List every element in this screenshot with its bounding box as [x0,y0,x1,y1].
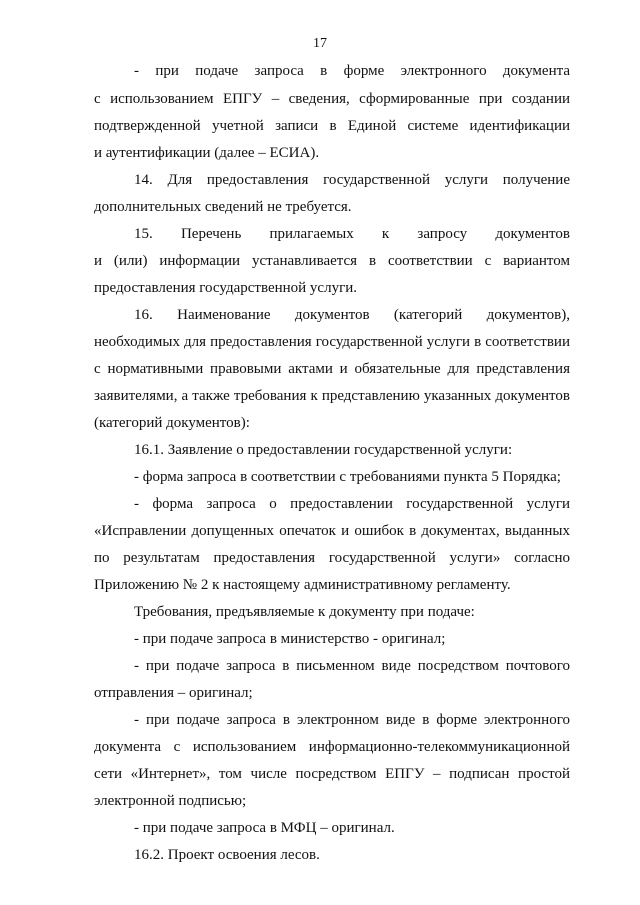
page-number: 17 [313,36,327,51]
text-line: дополнительных сведений не требуется. [94,199,352,215]
text-line: 16.1. Заявление о предоставлении государственной услуги: [134,442,513,458]
text-line: 16.2. Проект освоения лесов. [134,847,320,863]
text-line: необходимых для предоставления государственной услуги в соответствии [94,334,570,350]
text-line: подтвержденной учетной записи в Единой системе идентификации [94,118,570,134]
text-line: 15. Перечень прилагаемых к запросу документов [134,226,570,242]
text-line: 14. Для предоставления государственной услуги получение [134,172,570,188]
text-line: с нормативными правовыми актами и обязательные для представления [94,361,570,377]
text-line: 16. Наименование документов (категорий документов), [134,307,570,323]
text-line: и (или) информации устанавливается в соответствии с вариантом [94,253,570,269]
text-line: - форма запроса в соответствии с требованиями пункта 5 Порядка; [134,469,561,485]
text-line: Требования, предъявляемые к документу при подаче: [134,604,475,620]
text-line: - при подаче запроса в электронном виде в форме электронного [134,712,570,728]
text-line: сети «Интернет», том числе посредством ЕПГУ – подписан простой [94,766,570,782]
text-line: «Исправлении допущенных опечаток и ошибок в документах, выданных [94,523,570,539]
text-line: - при подаче запроса в МФЦ – оригинал. [134,820,395,836]
text-line: - при подаче запроса в письменном виде посредством почтового [134,658,570,674]
text-line: и аутентификации (далее – ЕСИА). [94,145,320,161]
text-line: отправления – оригинал; [94,685,253,701]
text-line: - при подаче запроса в министерство - оригинал; [134,631,446,647]
text-line: - форма запроса о предоставлении государственной услуги [134,496,570,512]
text-line: по результатам предоставления государственной услуги» согласно [94,550,570,566]
text-line: Приложению № 2 к настоящему административному регламенту. [94,577,511,593]
text-line: (категорий документов): [94,415,250,431]
text-line: заявителями, а также требования к представлению указанных документов [94,388,570,404]
text-line: электронной подписью; [94,793,247,809]
text-line: документа с использованием информационно-телекоммуникационной [94,739,570,755]
text-line: с использованием ЕПГУ – сведения, сформированные при создании [94,91,570,107]
text-line: предоставления государственной услуги. [94,280,358,296]
text-line: - при подаче запроса в форме электронного документа [134,63,570,79]
